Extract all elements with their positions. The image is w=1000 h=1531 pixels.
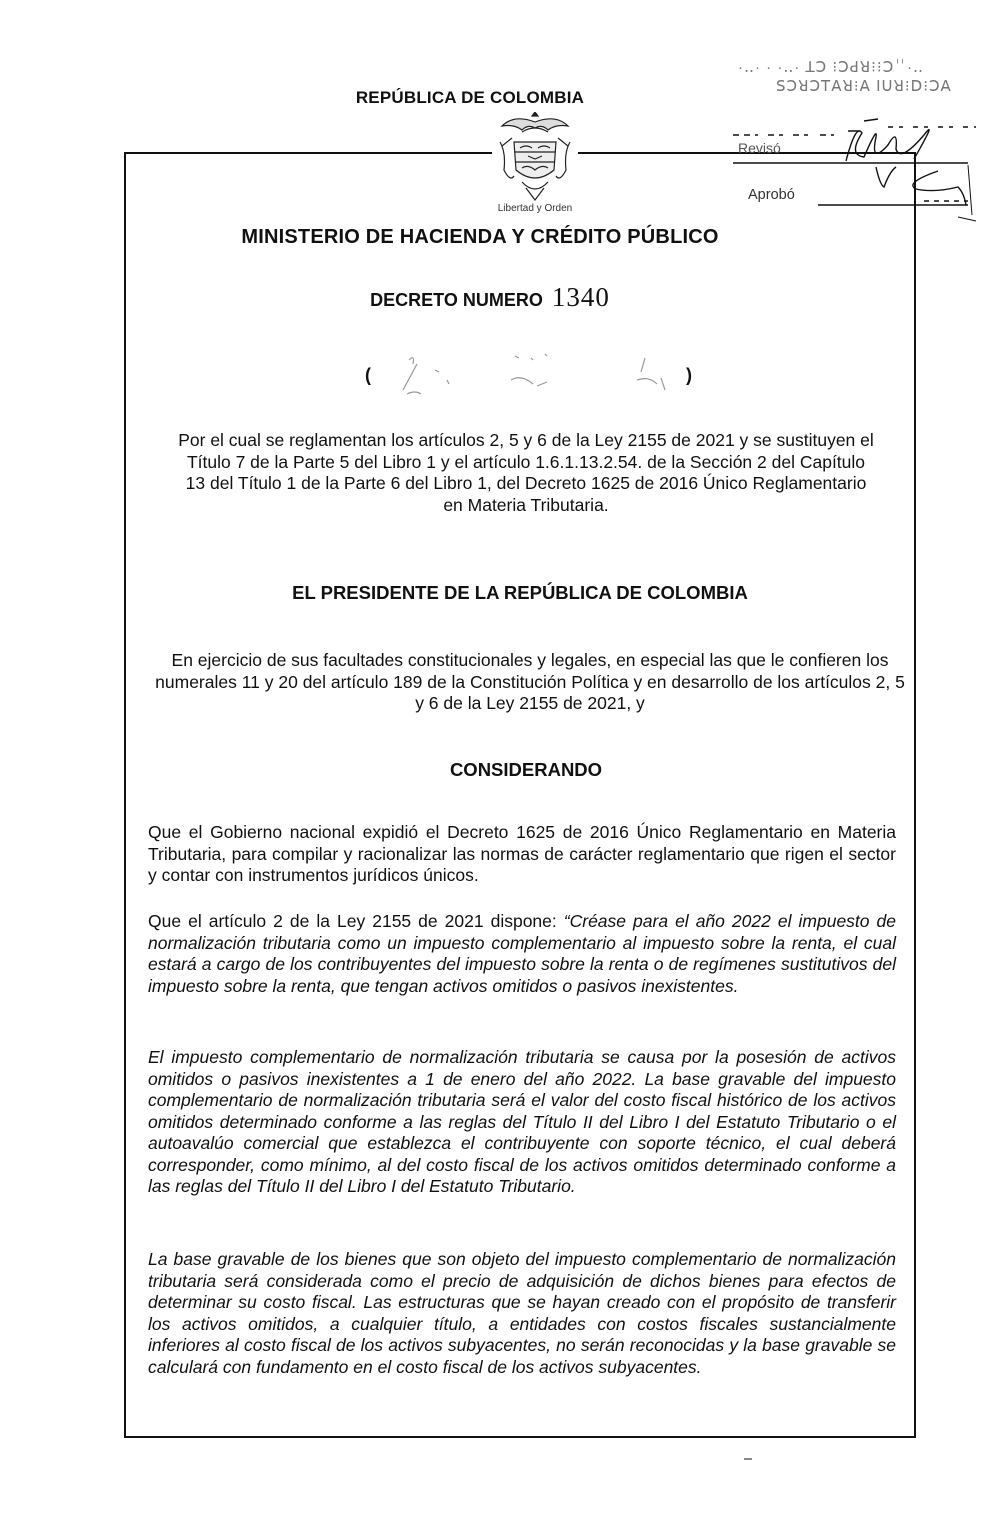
faint-date-marks [395, 350, 675, 400]
considering-paragraph-2 [148, 911, 896, 997]
president-heading-text: EL PRESIDENTE DE LA REPÚBLICA DE COLOMBIA [292, 582, 748, 603]
considering-heading-text: CONSIDERANDO [449, 759, 603, 780]
review-label: Revisó [738, 140, 781, 156]
country-heading-text: REPÚBLICA DE COLOMBIA [355, 88, 585, 107]
ministry-heading [0, 226, 1000, 249]
stamp-line-1: ·‥· · ·‥· ꓕꓛ ⁝ꓛꓒꓤ⁝⁝ꓛ꓆·‥ [738, 59, 924, 76]
quoted-paragraph-3: El impuesto complementario de normalización tributaria se causa por la posesión de activos omitidos o pasivos inexistentes a 1 de enero del año 2022. La base gravable del impuesto complementario de normalización tributaria será el valor del costo fiscal histórico de los activos omitidos determinado conforme a las reglas del Título II del Libro I del Estatuto Tributario o el autoavalúo comercial que establezca el contribuyente con soporte técnico, el cual deberá corresponder, como mínimo, al del costo fiscal de los activos omitidos determinado conforme a las reglas del Título II del Libro I del Estatuto Tributario. [148, 1047, 896, 1196]
powers-paragraph: En ejercicio de sus facultades constitucionales y legales, en especial las que le confieren los numerales 11 y 20 del artículo 189 de la Constitución Política y en desarrollo de los artículos 2, 5 y 6 de la Ley 2155 de 2021, y [155, 650, 905, 713]
stamp-line-2: ꓢꓛꓤꓛꓔꓮꓤ⁝ꓮ ꓲꓴꓤ⁝ꓓ⁝ꓛꓮ [776, 78, 952, 95]
considering-heading [0, 759, 1000, 781]
paragraph-2-intro: Que el artículo 2 de la Ley 2155 de 2021 dispone: [148, 911, 564, 931]
page-mark [744, 1458, 752, 1460]
decree-title [0, 282, 1000, 313]
decree-summary: Por el cual se reglamentan los artículos 2, 5 y 6 de la Ley 2155 de 2021 y se sustituyen el Título 7 de la Parte 5 del Libro 1 y el artículo 1.6.1.13.2.54. de la Sección 2 del Capítulo 13 del Título 1 de la Parte 6 del Libro 1, del Decreto 1625 de 2016 Único Reglamentario en Materia Tributaria. [178, 430, 874, 515]
coat-of-arms-seal [492, 112, 578, 202]
ministry-heading-text: MINISTERIO DE HACIENDA Y CRÉDITO PÚBLICO [241, 226, 719, 248]
president-heading [0, 582, 1000, 604]
seal-motto: Libertad y Orden [497, 203, 573, 214]
date-paren-open: ( [365, 365, 371, 385]
considering-paragraph-1: Que el Gobierno nacional expidió el Decreto 1625 de 2016 Único Reglamentario en Materia Tributaria, para compilar y racionalizar las normas de carácter reglamentario que rigen el sector y contar con instrumentos jurídicos únicos. [148, 822, 896, 885]
decree-number: 1340 [551, 282, 610, 312]
date-paren-close: ) [686, 365, 692, 385]
document-border [124, 152, 916, 1438]
approval-signature [728, 105, 978, 225]
quoted-paragraph-4: La base gravable de los bienes que son objeto del impuesto complementario de normalización tributaria será considerada como el precio de adquisición de dichos bienes para efectos de determinar su costo fiscal. Las estructuras que se hayan creado con el propósito de transferir los activos omitidos, a cualquier título, a entidades con costos fiscales sustancialmente inferiores al costo fiscal de los activos subyacentes, no serán reconocidas y la base gravable se calculará con fundamento en el costo fiscal de los activos subyacentes. [148, 1249, 896, 1377]
approve-label: Aprobó [748, 187, 795, 203]
paragraph-2-quote: “Créase para el año 2022 el impuesto de normalización tributaria como un impuesto complementario al impuesto sobre la renta, el cual estará a cargo de los contribuyentes del impuesto sobre la renta o de regímenes sustitutivos del impuesto sobre la renta, que tengan activos omitidos o pasivos inexistentes. [148, 911, 896, 996]
received-stamp [738, 58, 978, 108]
decree-label: DECRETO NUMERO [370, 290, 543, 310]
